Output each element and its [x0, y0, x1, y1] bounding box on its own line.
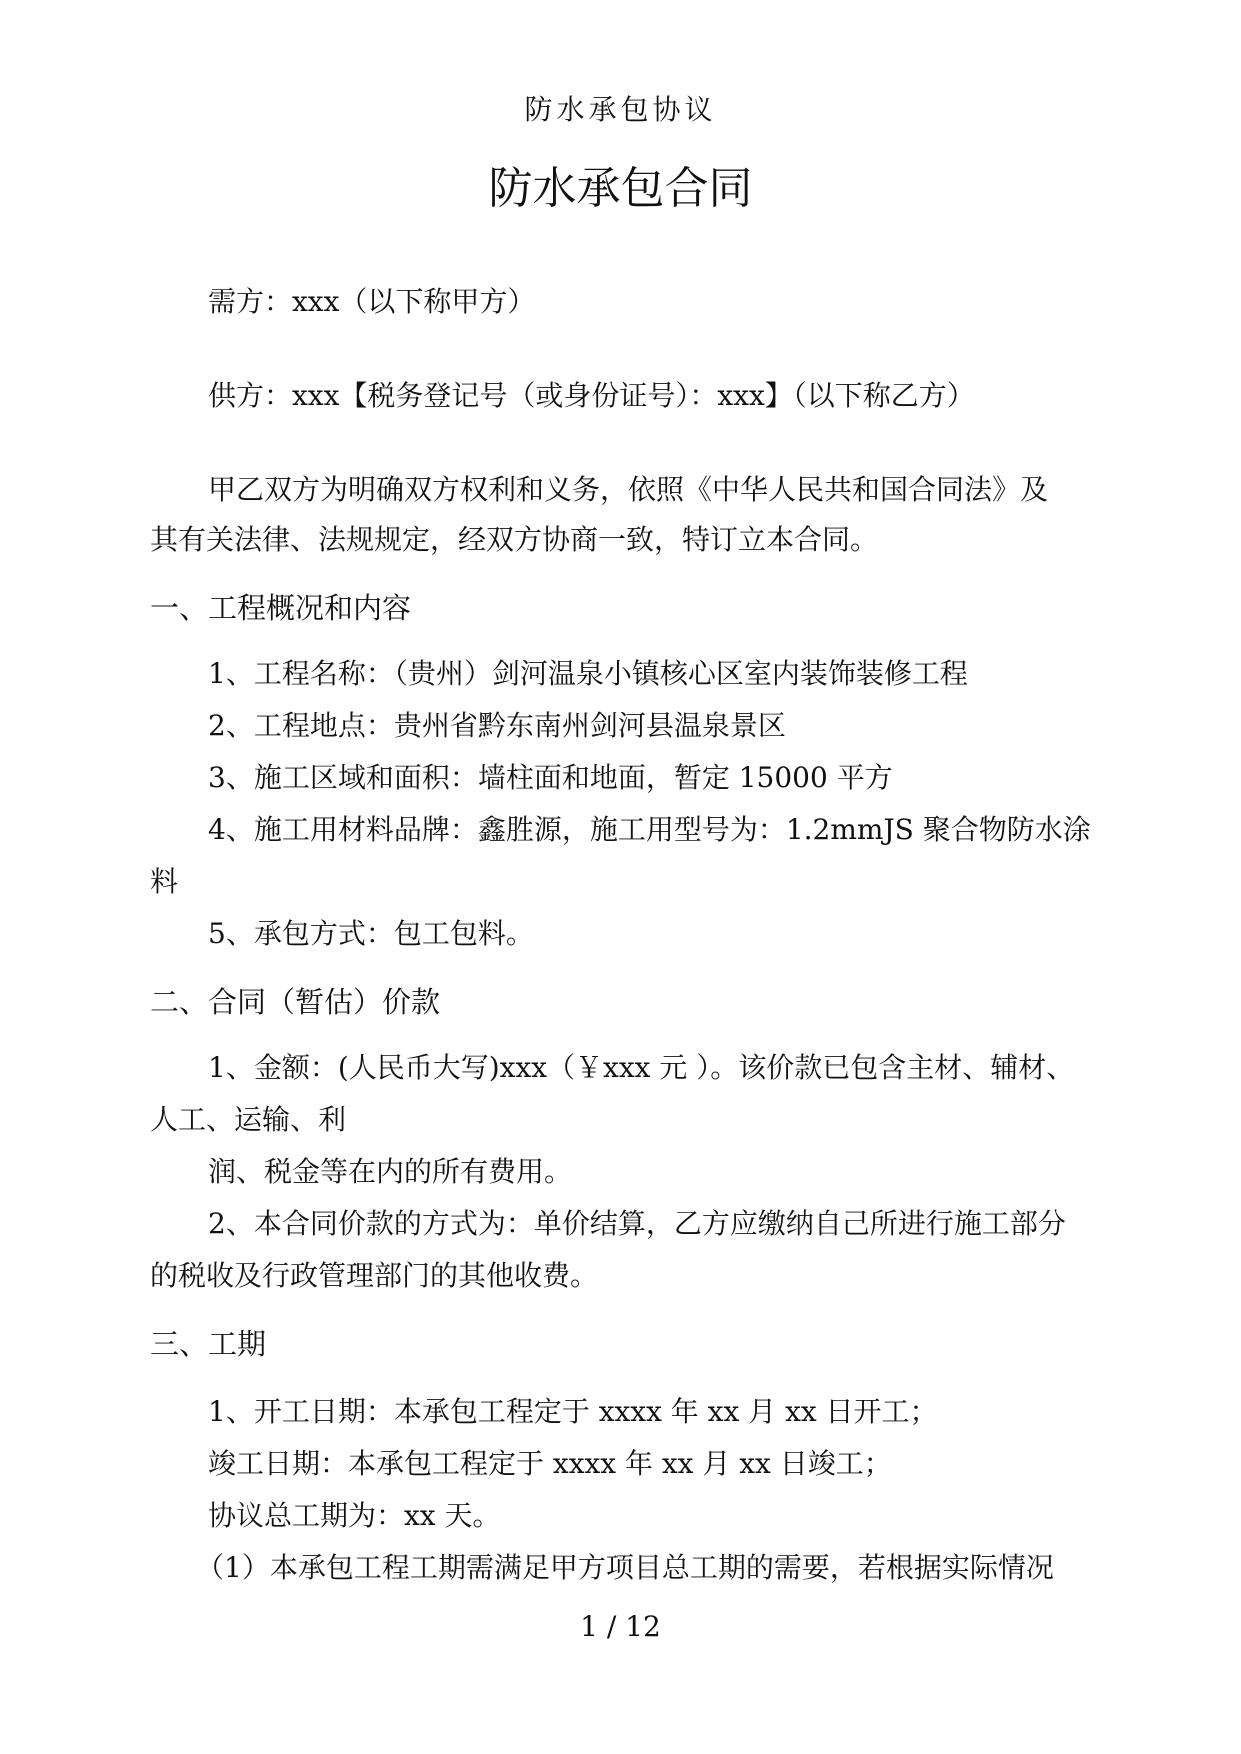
paragraph-line: 润、税金等在内的所有费用。: [208, 1155, 573, 1188]
buyer-line: 需方：xxx（以下称甲方）: [208, 285, 536, 318]
list-item: 4、施工用材料品牌：鑫胜源，施工用型号为：1.2mmJS 聚合物防水涂: [208, 813, 1091, 846]
paragraph-line: 的税收及行政管理部门的其他收费。: [150, 1259, 599, 1292]
paragraph-line: 竣工日期：本承包工程定于 xxxx 年 xx 月 xx 日竣工；: [208, 1447, 892, 1480]
paragraph-line: 人工、运输、利: [150, 1103, 347, 1136]
page-number: 1 / 12: [580, 1610, 661, 1643]
section-heading: 三、工期: [150, 1327, 267, 1361]
paragraph-line: 1、开工日期：本承包工程定于 xxxx 年 xx 月 xx 日开工；: [208, 1395, 938, 1428]
intro-line-2: 其有关法律、法规规定，经双方协商一致，特订立本合同。: [150, 523, 879, 556]
intro-line-1: 甲乙双方为明确双方权利和义务，依照《中华人民共和国合同法》及: [208, 473, 1049, 506]
page-header: 防水承包协议: [524, 93, 717, 126]
paragraph-line: 1、金额：(人民币大写)xxx（￥xxx 元 ）。该价款已包含主材、辅材、: [208, 1051, 1075, 1084]
section-heading: 一、工程概况和内容: [150, 591, 412, 625]
list-item-continuation: 料: [150, 865, 179, 898]
list-item: 5、承包方式：包工包料。: [208, 917, 534, 950]
section-heading: 二、合同（暂估）价款: [150, 985, 441, 1019]
paragraph-line: 协议总工期为：xx 天。: [208, 1499, 501, 1532]
list-item: 2、工程地点：贵州省黔东南州剑河县温泉景区: [208, 709, 786, 742]
list-item: 3、施工区域和面积：墙柱面和地面，暂定 15000 平方: [208, 761, 893, 794]
paragraph-line: （1）本承包工程工期需满足甲方项目总工期的需要，若根据实际情况: [196, 1551, 1054, 1584]
document-title: 防水承包合同: [488, 163, 753, 214]
list-item: 1、工程名称：（贵州）剑河温泉小镇核心区室内装饰装修工程: [208, 657, 968, 690]
supplier-line: 供方：xxx【税务登记号（或身份证号）：xxx】（以下称乙方）: [208, 379, 975, 412]
paragraph-line: 2、本合同价款的方式为：单价结算，乙方应缴纳自己所进行施工部分: [208, 1207, 1066, 1240]
